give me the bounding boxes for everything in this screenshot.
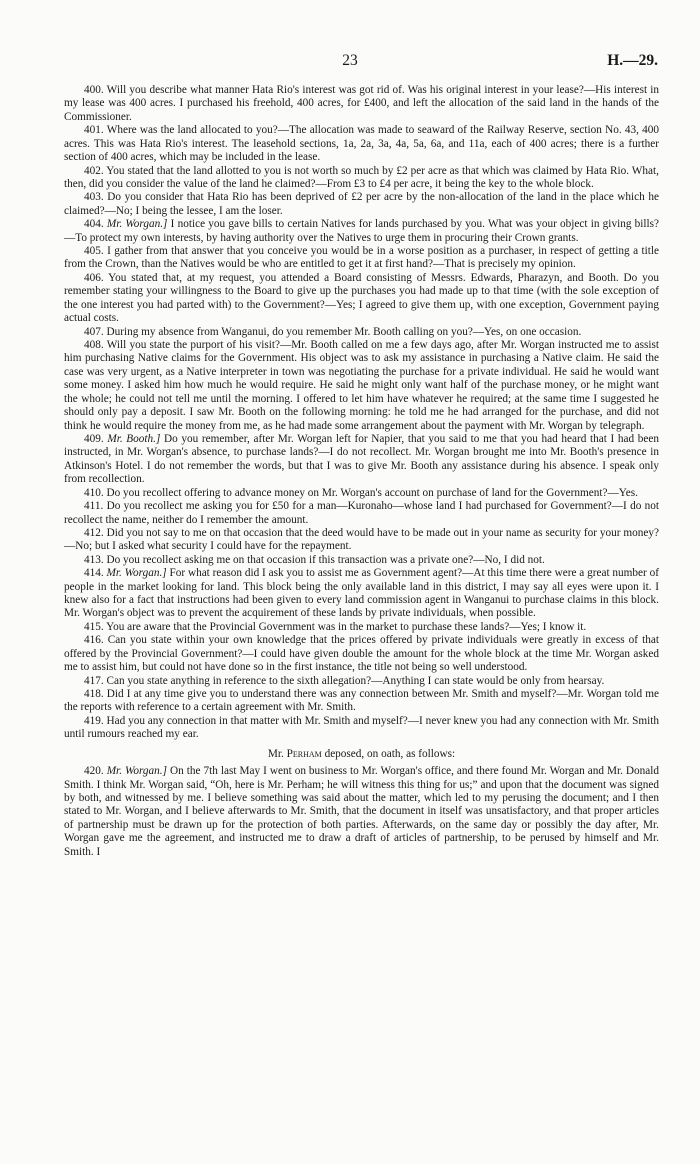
paragraph-407 [64, 326, 659, 339]
question-number: 409. [84, 432, 104, 445]
speaker-label: Mr. Worgan.] [106, 567, 167, 580]
paragraph-text: Had you any connection in that matter with Mr. Smith and myself?—I never knew you had any connection with Mr. Smith until rumours reached my ear. [64, 714, 659, 741]
paragraph-text: You stated that the land allotted to you is not worth so much by £2 per acre as that which was claimed by Hata Rio. What, then, did you consider the value of the land he claimed?—From £3 to £4 per acre, it being the key to the whole block. [64, 164, 659, 190]
paragraph-400 [64, 84, 659, 124]
question-number: 404. [84, 218, 104, 231]
question-number: 418. [84, 687, 104, 700]
paragraph-414 [64, 567, 659, 621]
page-number: 23 [342, 52, 358, 69]
paragraph-text: During my absence from Wanganui, do you remember Mr. Booth calling on you?—Yes, on one occasion. [106, 325, 582, 338]
question-number: 412. [84, 526, 104, 539]
question-number: 413. [84, 553, 104, 566]
paragraph-406 [64, 272, 659, 326]
paragraph-text: Will you state the purport of his visit?—Mr. Booth called on me a few days ago, after Mr. Worgan instructed me to assist him purchasing Native claims for the Government. His object was to ask my assistance in purchasing a Native claim. He said the case was very urgent, as a Native interpreter in town was negotiating the purchase for a private individual. He said he would want some money. I asked him how much he would require. He said he might only want half of the purchase money, or he might want the whole; he could not tell me until the morning. I offered to let him have whatever he required; at the same time I suggested he should only pay a deposit. I saw Mr. Booth on the following morning: he told me he had arranged for the purchase, and did not think he would require the money from me, as he had made some arrangement about the payment with Mr. Worgan by telegraph. [64, 339, 659, 432]
paragraph-text: I notice you gave bills to certain Natives for lands purchased by you. What was your object in giving bills?—To protect my own interests, by having authority over the Natives to urge them in procuring their Crown grants. [64, 218, 660, 244]
question-number: 419. [84, 714, 104, 727]
question-number: 416. [84, 634, 104, 647]
paragraph-415 [64, 621, 659, 634]
paragraph-405 [64, 245, 659, 272]
paragraph-text: Do you recollect asking me on that occasion if this transaction was a private one?—No, I did not. [106, 553, 545, 566]
deposition-suffix: deposed, on oath, as follows: [324, 747, 456, 760]
paragraph-411 [64, 500, 659, 527]
speaker-label: Mr. Worgan.] [106, 218, 168, 231]
paragraph-text: Do you consider that Hata Rio has been deprived of £2 per acre by the non-allocation of the land in the place which he claimed?—No; I being the lessee, I am the loser. [64, 191, 659, 217]
deposition-name-prefix: Mr. [267, 747, 284, 760]
paragraph-text: For what reason did I ask you to assist me as Government agent?—At this time there were a great number of people in the market looking for land. This block being the only available land in this district, I may say all eyes were upon it. I knew also for a fact that instructions had been given to every land commission agent in Wanganui to purchase claims in this block. Mr. Worgan's object was to prevent the acquirement of these lands by private individuals, when possible. [64, 567, 659, 620]
paragraph-text: Will you describe what manner Hata Rio's interest was got rid of. Was his original interest in your lease?—His interest in my lease was 400 acres. I purchased his freehold, 400 acres, for £400, and left the allocation of the said land in the hands of the Commissioner. [64, 84, 659, 123]
question-number: 417. [84, 674, 104, 687]
question-number: 405. [84, 245, 104, 258]
paragraph-408 [64, 339, 659, 433]
question-number: 408. [84, 339, 104, 352]
body-text [64, 84, 659, 859]
speaker-label: Mr. Worgan.] [106, 765, 167, 778]
paragraph-409 [64, 433, 659, 487]
paragraph-410 [64, 487, 659, 500]
document-reference: H.—29. [607, 52, 658, 69]
paragraph-text: Where was the land allocated to you?—The allocation was made to seaward of the Railway Reserve, section No. 43, 400 acres. This was Hata Rio's interest. The leasehold sections, 1a, 2a, 3a, 4a, 5a, 6a, and 11a, each of 400 acres; there is a further section of 400 acres, which may be included in the lease. [64, 124, 660, 164]
question-number: 401. [84, 124, 104, 137]
paragraph-text: Did you not say to me on that occasion that the deed would have to be made out in your name as security for your money?—No; but I asked what security I could have for the repayment. [64, 526, 660, 553]
question-number: 411. [84, 500, 104, 513]
paragraph-text: Can you state anything in reference to the sixth allegation?—Anything I can state would be only from hearsay. [106, 674, 605, 687]
paragraph-413 [64, 554, 659, 567]
paragraph-text: Can you state within your own knowledge that the prices offered by private individuals were greatly in excess of that offered by the Provincial Government?—I could have given double the amount for the whole block at the time Mr. Worgan asked me to assist him, but could not have done so in the first instance, the title not being so well understood. [64, 634, 660, 674]
deposition-name: Perham [286, 747, 322, 760]
question-number: 410. [84, 486, 104, 499]
paragraph-418 [64, 688, 659, 715]
paragraph-text: You stated that, at my request, you attended a Board consisting of Messrs. Edwards, Pharazyn, and Booth. Do you remember stating your willingness to the Board to give up the purchases you had made up to that time (with the sole exception of the one interest you had parted with) to the Government?—Yes; I agreed to give them up, with one exception, Government paying actual costs. [64, 271, 659, 325]
paragraph-text: You are aware that the Provincial Government was in the market to purchase these lands?—Yes; I know it. [106, 620, 587, 633]
question-number: 403. [84, 191, 104, 204]
question-number: 420. [84, 765, 104, 778]
paragraph-402 [64, 165, 659, 192]
paragraph-416 [64, 634, 659, 674]
paragraph-404 [64, 218, 659, 245]
question-number: 406. [84, 271, 104, 284]
paragraph-412 [64, 527, 659, 554]
paragraph-text: On the 7th last May I went on business to Mr. Worgan's office, and there found Mr. Worgan and Mr. Donald Smith. I think Mr. Worgan said, “Oh, here is Mr. Perham; he will witness this thing for us;” and upon that the document was signed by both, and witnessed by me. I believe something was said about the matter, which led to my perusing the document; and I then stated to Mr. Worgan, and I believe afterwards to Mr. Smith, that the document in itself was unsatisfactory, and that proper articles of partnership must be drawn up for the protection of both parties. Afterwards, on the same day or possibly the day after, Mr. Worgan gave me the agreement, and instructed me to draw a draft of articles of partnership, to be perused by himself and Mr. Smith. I [64, 765, 660, 858]
deposition-heading [64, 748, 659, 761]
page-header [0, 52, 700, 72]
paragraph-419 [64, 715, 659, 742]
paragraph-420 [64, 765, 659, 859]
paragraph-text: Do you recollect me asking you for £50 for a man—Kuronaho—whose land I had purchased for Government?—I do not recollect the name, neither do I remember the amount. [64, 500, 659, 526]
paragraph-text: Do you remember, after Mr. Worgan left for Napier, that you said to me that you had heard that I had been instructed, in Mr. Worgan's absence, to purchase lands?—I do not recollect. Mr. Worgan brought me into Mr. Booth's presence in Atkinson's Hotel. I do not remember the words, but that I was to give Mr. Booth any assistance during his absence. I speak only from recollection. [64, 432, 659, 486]
paragraph-text: Did I at any time give you to understand there was any connection between Mr. Smith and myself?—Mr. Worgan told me the reports with reference to a certain agreement with Mr. Smith. [64, 687, 660, 714]
question-number: 415. [84, 620, 104, 633]
paragraph-text: I gather from that answer that you conceive you would be in a worse position as a purchaser, in respect of getting a title from the Crown, than the Natives would be who are entitled to get it at first hand?—That is precisely my opinion. [64, 245, 659, 271]
paragraph-text: Do you recollect offering to advance money on Mr. Worgan's account on purchase of land for the Government?—Yes. [106, 486, 638, 499]
paragraph-403 [64, 191, 659, 218]
paragraph-417 [64, 675, 659, 688]
speaker-label: Mr. Booth.] [107, 432, 161, 445]
question-number: 400. [84, 84, 104, 96]
paragraph-401 [64, 124, 659, 164]
question-number: 414. [84, 567, 104, 580]
question-number: 402. [84, 164, 104, 177]
question-number: 407. [84, 325, 104, 338]
